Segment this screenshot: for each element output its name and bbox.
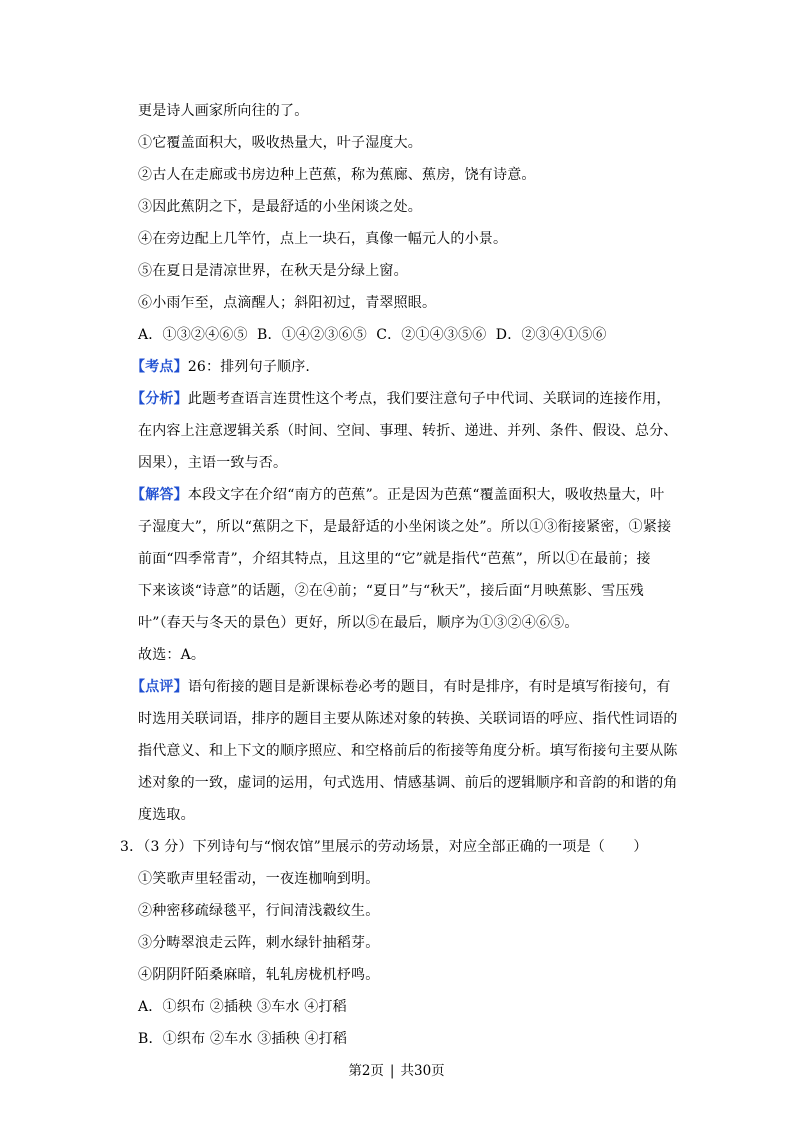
q2-sentence-5: ⑤在夏日是清凉世界，在秋天是分绿上窗。	[138, 263, 408, 279]
q3-option-a: A．①织布 ②插秧 ③车水 ④打稻	[138, 999, 347, 1015]
passage-tail: 更是诗人画家所向往的了。	[138, 103, 309, 119]
footer-current-page: 第2页	[348, 1063, 384, 1079]
jieda-text-1: 本段文字在介绍“南方的芭蕉”。正是因为芭蕉“覆盖面积大，吸收热量大，叶	[187, 487, 665, 503]
jieda-line-5: 叶”（春天与冬天的景色）更好，所以⑤在最后，顺序为①③②④⑥⑤。	[138, 615, 579, 631]
q2-sentence-2: ②古人在走廊或书房边种上芭蕉，称为蕉廊、蕉房，饶有诗意。	[138, 167, 536, 183]
jieda-line-4: 下来该谈“诗意”的话题，②在④前；“夏日”与“秋天”，接后面“月映蕉影、雪压残	[138, 583, 644, 599]
jieda-line-1	[131, 485, 664, 505]
q2-sentence-1: ①它覆盖面积大，吸收热量大，叶子湿度大。	[138, 135, 422, 151]
jieda-line-2: 子湿度大”，所以“蕉阴之下，是最舒适的小坐闲谈之处”。所以①③衔接紧密，①紧接	[138, 519, 672, 535]
q3-sentence-2: ②种密移疏绿毯平，行间清浅縠纹生。	[138, 903, 380, 919]
fenxi-line-2: 在内容上注意逻辑关系（时间、空间、事理、转折、递进、并列、条件、假设、总分、	[138, 423, 678, 439]
q3-sentence-4: ④阴阴阡陌桑麻暗，轧轧房栊机杼鸣。	[138, 967, 380, 983]
fenxi-tag: 【分析】	[131, 391, 188, 407]
dianping-line-3: 指代意义、和上下文的顺序照应、和空格前后的衔接等角度分析。填写衔接句主要从陈	[138, 743, 678, 759]
q3-stem: 3．（3 分）下列诗句与“悯农馆”里展示的劳动场景，对应全部正确的一项是（ ）	[120, 839, 648, 855]
q3-option-b: B．①织布 ②车水 ③插秧 ④打稻	[138, 1031, 348, 1047]
fenxi-text-1: 此题考查语言连贯性这个考点，我们要注意句子中代词、关联词的连接作用，	[187, 391, 671, 407]
q3-sentence-3: ③分畴翠浪走云阵，刺水绿针抽稻芽。	[138, 935, 380, 951]
fenxi-line-1	[131, 389, 671, 409]
footer-separator: |	[389, 1063, 395, 1079]
kaodian-text: 26：排列句子顺序.	[187, 359, 311, 375]
dianping-line-4: 述对象的一致，虚词的运用，句式选用、情感基调、前后的逻辑顺序和音韵的和谐的角	[138, 775, 678, 791]
kaodian-line	[131, 357, 310, 377]
dianping-line-1	[131, 677, 671, 697]
q2-sentence-4: ④在旁边配上几竿竹，点上一块石，真像一幅元人的小景。	[138, 231, 508, 247]
dianping-line-5: 度选取。	[138, 807, 195, 823]
jieda-tag: 【解答】	[131, 487, 188, 503]
dianping-text-1: 语句衔接的题目是新课标卷必考的题目，有时是排序，有时是填写衔接句，有	[187, 679, 671, 695]
jieda-choice: 故选：A。	[138, 647, 206, 663]
page-footer	[0, 1061, 793, 1081]
kaodian-tag: 【考点】	[131, 359, 188, 375]
dianping-line-2: 时选用关联词语，排序的题目主要从陈述对象的转换、关联词语的呼应、指代性词语的	[138, 711, 678, 727]
jieda-line-3: 前面“四季常青”，介绍其特点，且这里的“它”就是指代“芭蕉”，所以①在最前；接	[138, 551, 651, 567]
q2-options: A．①③②④⑥⑤ B．①④②③⑥⑤ C．②①④③⑤⑥ D．②③④①⑤⑥	[138, 327, 607, 343]
footer-total-pages: 共30页	[400, 1063, 445, 1079]
q3-sentence-1: ①笑歌声里轻雷动，一夜连枷响到明。	[138, 871, 380, 887]
q2-sentence-3: ③因此蕉阴之下，是最舒适的小坐闲谈之处。	[138, 199, 422, 215]
fenxi-line-3: 因果），主语一致与否。	[138, 455, 288, 471]
q2-sentence-6: ⑥小雨乍至，点滴醒人；斜阳初过，青翠照眼。	[138, 295, 437, 311]
dianping-tag: 【点评】	[131, 679, 188, 695]
